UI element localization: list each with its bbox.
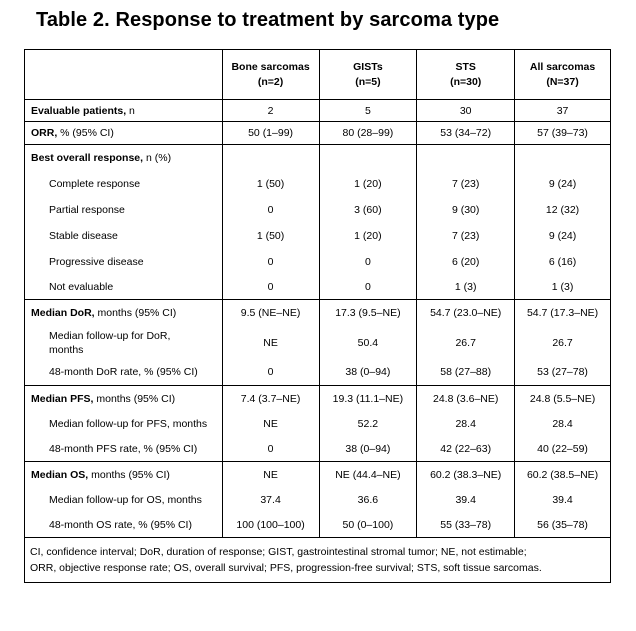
header-blank bbox=[25, 50, 223, 100]
table-row bbox=[25, 513, 611, 538]
table-row bbox=[25, 488, 611, 513]
cell: 0 bbox=[222, 437, 319, 462]
row-label: Evaluable patients, n bbox=[25, 100, 223, 122]
table-row bbox=[25, 171, 611, 197]
cell: 7.4 (3.7–NE) bbox=[222, 386, 319, 412]
row-label: Median follow-up for DoR, months bbox=[25, 327, 223, 359]
table-row bbox=[25, 437, 611, 462]
cell: 0 bbox=[222, 359, 319, 386]
table-row bbox=[25, 300, 611, 327]
cell: 60.2 (38.5–NE) bbox=[515, 462, 611, 488]
table-title: Table 2. Response to treatment by sarcoma type bbox=[36, 9, 500, 31]
cell: 58 (27–88) bbox=[417, 359, 515, 386]
row-label: Median DoR, months (95% CI) bbox=[25, 300, 223, 327]
cell: 1 (20) bbox=[319, 223, 417, 249]
row-label: Median follow-up for PFS, months bbox=[25, 412, 223, 437]
cell: 39.4 bbox=[417, 488, 515, 513]
cell: 53 (27–78) bbox=[515, 359, 611, 386]
cell: 9.5 (NE–NE) bbox=[222, 300, 319, 327]
cell: 50 (0–100) bbox=[319, 513, 417, 538]
table-row bbox=[25, 145, 611, 171]
cell: 9 (24) bbox=[515, 171, 611, 197]
header-all: All sarcomas (N=37) bbox=[515, 50, 611, 100]
table-row bbox=[25, 249, 611, 275]
cell: 2 bbox=[222, 100, 319, 122]
cell: NE bbox=[222, 412, 319, 437]
row-label: Best overall response, n (%) bbox=[25, 145, 223, 171]
cell: NE (44.4–NE) bbox=[319, 462, 417, 488]
cell: 24.8 (3.6–NE) bbox=[417, 386, 515, 412]
header-gist: GISTs (n=5) bbox=[319, 50, 417, 100]
cell: 1 (50) bbox=[222, 223, 319, 249]
table-row bbox=[25, 327, 611, 359]
cell: 17.3 (9.5–NE) bbox=[319, 300, 417, 327]
cell: 53 (34–72) bbox=[417, 122, 515, 145]
cell: 39.4 bbox=[515, 488, 611, 513]
cell: 100 (100–100) bbox=[222, 513, 319, 538]
table-row bbox=[25, 359, 611, 386]
cell: 38 (0–94) bbox=[319, 359, 417, 386]
cell: 37 bbox=[515, 100, 611, 122]
header-bone: Bone sarcomas (n=2) bbox=[222, 50, 319, 100]
table-row bbox=[25, 412, 611, 437]
table-row bbox=[25, 275, 611, 300]
header-row bbox=[25, 50, 611, 100]
cell bbox=[222, 145, 319, 171]
row-label: Stable disease bbox=[25, 223, 223, 249]
cell: 26.7 bbox=[417, 327, 515, 359]
cell: 19.3 (11.1–NE) bbox=[319, 386, 417, 412]
table-row bbox=[25, 197, 611, 223]
row-label: Not evaluable bbox=[25, 275, 223, 300]
row-label: 48-month OS rate, % (95% CI) bbox=[25, 513, 223, 538]
table-row bbox=[25, 386, 611, 412]
cell: 50.4 bbox=[319, 327, 417, 359]
cell: 54.7 (23.0–NE) bbox=[417, 300, 515, 327]
row-label: ORR, % (95% CI) bbox=[25, 122, 223, 145]
cell: 1 (20) bbox=[319, 171, 417, 197]
cell: 54.7 (17.3–NE) bbox=[515, 300, 611, 327]
cell: 0 bbox=[319, 275, 417, 300]
cell: 40 (22–59) bbox=[515, 437, 611, 462]
cell: 26.7 bbox=[515, 327, 611, 359]
response-table bbox=[24, 49, 611, 583]
cell: 60.2 (38.3–NE) bbox=[417, 462, 515, 488]
table-row bbox=[25, 122, 611, 145]
row-label: Progressive disease bbox=[25, 249, 223, 275]
table-row bbox=[25, 462, 611, 488]
table-row bbox=[25, 100, 611, 122]
cell: 38 (0–94) bbox=[319, 437, 417, 462]
cell: 24.8 (5.5–NE) bbox=[515, 386, 611, 412]
cell bbox=[417, 145, 515, 171]
cell: 6 (16) bbox=[515, 249, 611, 275]
cell: 0 bbox=[222, 197, 319, 223]
cell bbox=[515, 145, 611, 171]
footnote-line: ORR, objective response rate; OS, overall survival; PFS, progression-free survival; STS, soft tissue sarcomas. bbox=[30, 562, 542, 574]
footnote bbox=[25, 538, 611, 583]
cell: 12 (32) bbox=[515, 197, 611, 223]
cell: 28.4 bbox=[515, 412, 611, 437]
cell bbox=[319, 145, 417, 171]
cell: 55 (33–78) bbox=[417, 513, 515, 538]
cell: 42 (22–63) bbox=[417, 437, 515, 462]
cell: 9 (30) bbox=[417, 197, 515, 223]
cell: 6 (20) bbox=[417, 249, 515, 275]
cell: 3 (60) bbox=[319, 197, 417, 223]
cell: 0 bbox=[319, 249, 417, 275]
header-sts: STS (n=30) bbox=[417, 50, 515, 100]
cell: 7 (23) bbox=[417, 171, 515, 197]
row-label: 48-month DoR rate, % (95% CI) bbox=[25, 359, 223, 386]
table-row bbox=[25, 223, 611, 249]
row-label: Median PFS, months (95% CI) bbox=[25, 386, 223, 412]
cell: 1 (3) bbox=[417, 275, 515, 300]
cell: 9 (24) bbox=[515, 223, 611, 249]
cell: 0 bbox=[222, 249, 319, 275]
cell: 36.6 bbox=[319, 488, 417, 513]
cell: 80 (28–99) bbox=[319, 122, 417, 145]
cell: 30 bbox=[417, 100, 515, 122]
cell: 1 (3) bbox=[515, 275, 611, 300]
footnote-line: CI, confidence interval; DoR, duration of response; GIST, gastrointestinal stromal tumor; NE, not estimable; bbox=[30, 546, 527, 558]
row-label: Complete response bbox=[25, 171, 223, 197]
cell: 50 (1–99) bbox=[222, 122, 319, 145]
row-label: Median follow-up for OS, months bbox=[25, 488, 223, 513]
cell: 52.2 bbox=[319, 412, 417, 437]
row-label: 48-month PFS rate, % (95% CI) bbox=[25, 437, 223, 462]
row-label: Median OS, months (95% CI) bbox=[25, 462, 223, 488]
cell: 7 (23) bbox=[417, 223, 515, 249]
cell: 37.4 bbox=[222, 488, 319, 513]
cell: 0 bbox=[222, 275, 319, 300]
cell: 1 (50) bbox=[222, 171, 319, 197]
footnote-row bbox=[25, 538, 611, 583]
cell: NE bbox=[222, 327, 319, 359]
cell: 28.4 bbox=[417, 412, 515, 437]
cell: 56 (35–78) bbox=[515, 513, 611, 538]
row-label: Partial response bbox=[25, 197, 223, 223]
cell: 5 bbox=[319, 100, 417, 122]
cell: 57 (39–73) bbox=[515, 122, 611, 145]
cell: NE bbox=[222, 462, 319, 488]
